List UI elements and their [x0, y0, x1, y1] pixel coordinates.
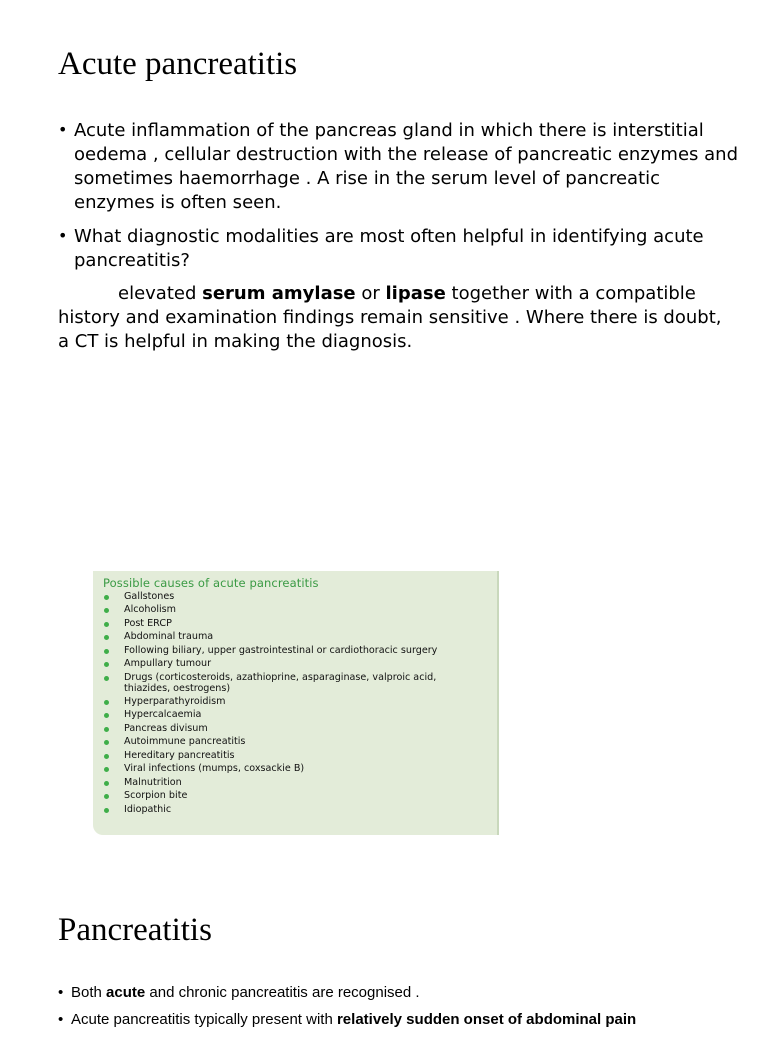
answer-bold-serum-amylase: serum amylase [202, 283, 356, 304]
answer-text-1: elevated [118, 283, 203, 304]
bullet-text: and chronic pancreatitis are recognised . [145, 984, 420, 1001]
cause-item: Hereditary pancreatitis [103, 751, 484, 762]
bullet-bold-onset: relatively sudden onset of abdominal pain [336, 1011, 637, 1028]
cause-item: Idiopathic [103, 805, 484, 816]
cause-item: Autoimmune pancreatitis [103, 737, 484, 748]
cause-item: Gallstones [103, 592, 484, 603]
cause-item: Following biliary, upper gastrointestinal or cardiothoracic surgery [103, 646, 484, 657]
bullet-presentation [58, 1010, 758, 1030]
bullet-bold-acute: acute [106, 984, 146, 1001]
causes-list [103, 592, 484, 818]
cause-item: Malnutrition [103, 778, 484, 789]
cause-item: Abdominal trauma [103, 632, 484, 643]
bullet-list-2 [58, 983, 758, 1037]
cause-item: Scorpion bite [103, 791, 484, 802]
bullet-text: Both [71, 984, 107, 1001]
bullet-text: Acute pancreatitis typically present with [71, 1011, 337, 1028]
cause-item: Viral infections (mumps, coxsackie B) [103, 764, 484, 775]
page-title: Acute pancreatitis [58, 46, 298, 82]
section-title: Pancreatitis [58, 912, 212, 948]
bullet-definition: • Acute inflammation of the pancreas gland in which there is interstitial oedema , cellular destruction with the release of pancreatic enzymes and sometimes haemorrhage . A rise in the serum level of pancreatic enzymes is often seen. [58, 119, 738, 215]
cause-item: Drugs (corticosteroids, azathioprine, asparaginase, valproic acid, thiazides, oestrogens) [103, 673, 484, 694]
cause-item: Post ERCP [103, 619, 484, 630]
bullet-question: • What diagnostic modalities are most often helpful in identifying acute pancreatitis? [58, 225, 738, 273]
bullet-both-types [58, 983, 758, 1003]
cause-item: Hyperparathyroidism [103, 697, 484, 708]
causes-figure [93, 571, 499, 835]
bullet-list [58, 119, 738, 283]
answer-text-2: or [355, 283, 386, 304]
answer-paragraph [58, 282, 728, 354]
cause-item: Hypercalcaemia [103, 710, 484, 721]
cause-item: Pancreas divisum [103, 724, 484, 735]
causes-heading: Possible causes of acute pancreatitis [103, 576, 319, 590]
cause-item: Alcoholism [103, 605, 484, 616]
answer-bold-lipase: lipase [385, 283, 446, 304]
cause-item: Ampullary tumour [103, 659, 484, 670]
answer-text-3: together with a compatible history and examination findings remain sensitive . Where there is doubt, a CT is helpful in making the diagnosis. [58, 283, 722, 352]
